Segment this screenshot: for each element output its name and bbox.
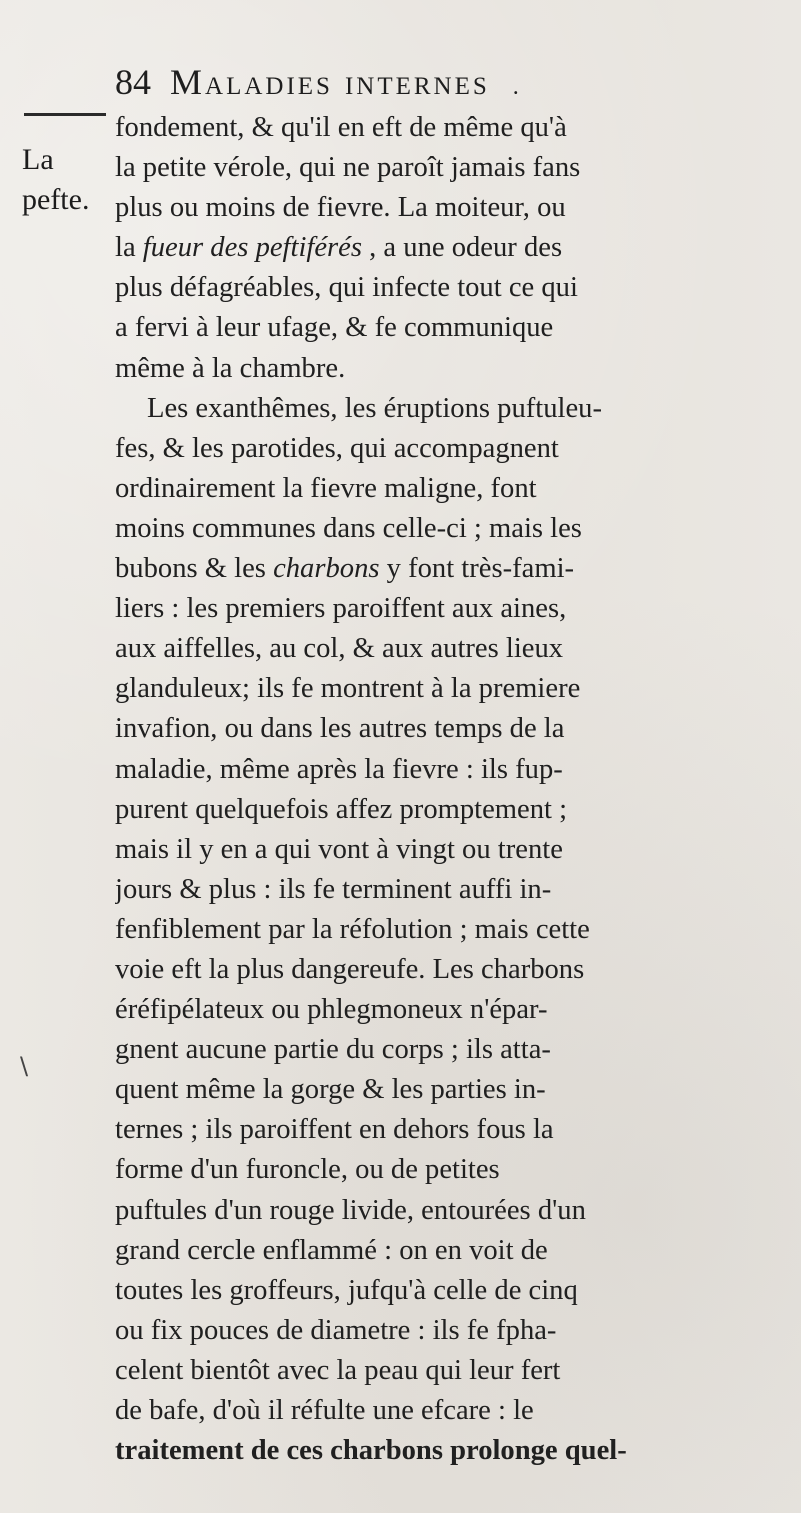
text-line: mais il y en a qui vont à vingt ou trente: [115, 833, 563, 865]
text-line: jours & plus : ils fe terminent auffi in-: [115, 873, 552, 905]
margin-rule: [24, 113, 106, 116]
text-line: la petite vérole, qui ne paroît jamais fans: [115, 152, 581, 184]
text-line: moins communes dans celle-ci ; mais les: [115, 512, 582, 544]
text-line: toutes les groffeurs, jufqu'à celle de cinq: [115, 1274, 578, 1306]
text-segment: bubons & les: [115, 553, 274, 585]
text-line: maladie, même après la fievre : ils fup-: [115, 753, 563, 785]
marginal-note-line: pefte.: [22, 183, 90, 216]
text-line: celent bientôt avec la peau qui leur fert: [115, 1354, 561, 1386]
text-segment: y font très-fami-: [379, 553, 575, 585]
running-title: Maladies internes: [170, 62, 490, 102]
text-line: liers : les premiers paroiffent aux aines,: [115, 593, 567, 625]
text-line: gnent aucune partie du corps ; ils atta-: [115, 1034, 551, 1066]
text-line: de bafe, d'où il réfulte une efcare : le: [115, 1395, 534, 1426]
text-line: ternes ; ils paroiffent en dehors fous la: [115, 1114, 554, 1146]
marginal-note-line: La: [22, 143, 54, 176]
text-line: aux aiffelles, au col, & aux autres lieux: [115, 633, 564, 665]
text-line: forme d'un furoncle, ou de petites: [115, 1154, 500, 1186]
text-line: voie eft la plus dangereufe. Les charbons: [115, 953, 585, 985]
text-segment: charbons: [273, 553, 380, 585]
text-segment: fueur des peftiférés: [142, 232, 362, 264]
text-line: grand cercle enflammé : on en voit de: [115, 1234, 548, 1266]
text-line: plus défagréables, qui infecte tout ce qui: [115, 272, 578, 304]
text-line: [115, 228, 795, 268]
page-number: 84: [115, 62, 151, 102]
text-segment: , a une odeur des: [361, 232, 563, 264]
text-line: traitement de ces charbons prolonge quel-: [115, 1435, 627, 1467]
text-line: invafion, ou dans les autres temps de la: [115, 713, 565, 745]
text-line: plus ou moins de fievre. La moiteur, ou: [115, 192, 566, 224]
page-header: [115, 60, 755, 104]
text-line: a fervi à leur ufage, & fe communique: [115, 312, 554, 344]
text-line: Les exanthêmes, les éruptions puftuleu-: [147, 392, 602, 424]
text-line: fondement, & qu'il en eft de même qu'à: [115, 112, 567, 143]
text-line: glanduleux; ils fe montrent à la premiere: [115, 673, 581, 705]
text-line: purent quelquefois affez promptement ;: [115, 793, 568, 825]
text-line: quent même la gorge & les parties in-: [115, 1074, 546, 1106]
text-segment: la: [115, 232, 143, 264]
text-line: éréfipélateux ou phlegmoneux n'épar-: [115, 994, 548, 1026]
text-line: ou fix pouces de diametre : ils fe fpha-: [115, 1314, 557, 1346]
text-line: ordinairement la fievre maligne, font: [115, 472, 537, 504]
text-line: fenfiblement par la réfolution ; mais cette: [115, 913, 590, 945]
stray-margin-mark: \: [20, 1052, 29, 1080]
text-line: même à la chambre.: [115, 352, 346, 384]
header-mark: .: [512, 74, 519, 100]
text-line: [115, 549, 795, 589]
text-line: puftules d'un rouge livide, entourées d'un: [115, 1194, 586, 1226]
body-text: [115, 108, 795, 1471]
marginal-note: [22, 140, 92, 220]
text-line: fes, & les parotides, qui accompagnent: [115, 432, 559, 464]
